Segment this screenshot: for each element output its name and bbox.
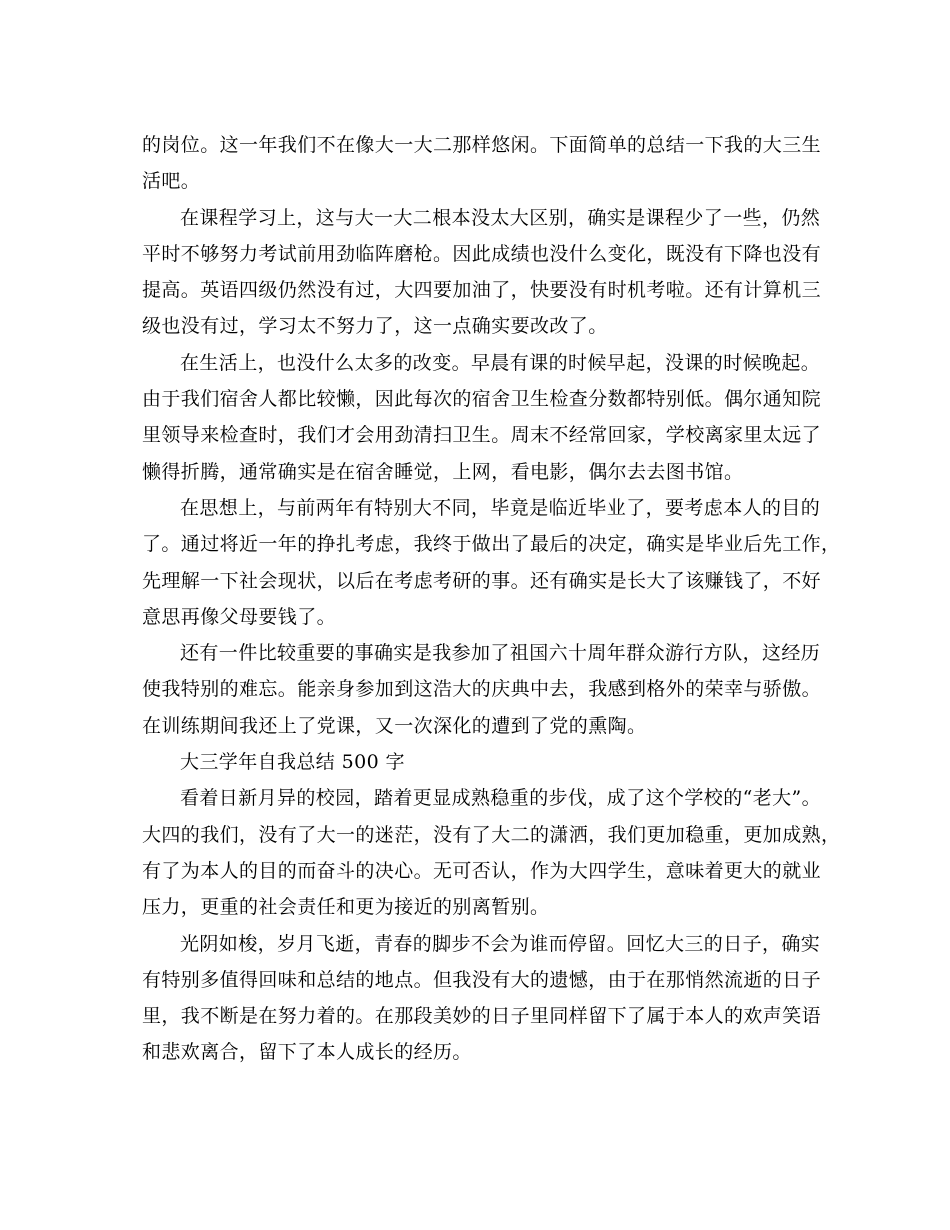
text-line: 有了为本人的目的而奋斗的决心。无可否认，作为大四学生，意味着更大的就业 — [142, 859, 822, 882]
text-line: 由于我们宿舍人都比较懒，因此每次的宿舍卫生检查分数都特别低。偶尔通知院 — [142, 388, 822, 411]
text-line: 级也没有过，学习太不努力了，这一点确实要改改了。 — [142, 315, 608, 338]
section-heading: 大三学年自我总结 500 字 — [180, 751, 405, 774]
paragraph-first-line: 光阴如梭，岁月飞逝，青春的脚步不会为谁而停留。回忆大三的日子，确实 — [180, 932, 821, 955]
paragraph-first-line: 在生活上，也没什么太多的改变。早晨有课的时候早起，没课的时候晚起。 — [180, 351, 821, 374]
document-page — [142, 127, 841, 1071]
paragraph-first-line: 在课程学习上，这与大一大二根本没太大区别，确实是课程少了一些，仍然 — [180, 206, 821, 229]
text-line: 有特别多值得回味和总结的地点。但我没有大的遗憾，由于在那悄然流逝的日子 — [142, 968, 822, 991]
text-line: 提高。英语四级仍然没有过，大四要加油了，快要没有时机考啦。还有计算机三 — [142, 279, 822, 302]
text-line: 里，我不断是在努力着的。在那段美妙的日子里同样留下了属于本人的欢声笑语 — [142, 1005, 822, 1028]
text-line: 的岗位。这一年我们不在像大一大二那样悠闲。下面简单的总结一下我的大三生 — [142, 134, 822, 156]
text-line: 压力，更重的社会责任和更为接近的别离暂别。 — [142, 896, 550, 919]
text-line: 大四的我们，没有了大一的迷茫，没有了大二的潇洒，我们更加稳重，更加成熟， — [142, 823, 841, 846]
text-line: 在训练期间我还上了党课，又一次深化的遭到了党的熏陶。 — [142, 714, 647, 737]
text-line: 使我特别的难忘。能亲身参加到这浩大的庆典中去，我感到格外的荣幸与骄傲。 — [142, 678, 822, 701]
text-line: 意思再像父母要钱了。 — [142, 605, 337, 628]
text-line: 了。通过将近一年的挣扎考虑，我终于做出了最后的决定，确实是毕业后先工作， — [142, 533, 841, 556]
text-line: 和悲欢离合，留下了本人成长的经历。 — [142, 1041, 472, 1064]
paragraph-first-line: 看着日新月异的校园，踏着更显成熟稳重的步伐，成了这个学校的“老大”。 — [180, 787, 822, 810]
paragraph-first-line: 在思想上，与前两年有特别大不同，毕竟是临近毕业了，要考虑本人的目的 — [180, 496, 821, 519]
text-line: 懒得折腾，通常确实是在宿舍睡觉，上网，看电影，偶尔去去图书馆。 — [142, 460, 744, 483]
paragraph-first-line: 还有一件比较重要的事确实是我参加了祖国六十周年群众游行方队，这经历 — [180, 642, 821, 665]
text-line: 活吧。 — [142, 170, 201, 193]
text-line: 平时不够努力考试前用劲临阵磨枪。因此成绩也没什么变化，既没有下降也没有 — [142, 242, 822, 265]
text-line: 先理解一下社会现状，以后在考虑考研的事。还有确实是长大了该赚钱了，不好 — [142, 569, 822, 592]
text-line: 里领导来检查时，我们才会用劲清扫卫生。周末不经常回家，学校离家里太远了 — [142, 424, 822, 447]
